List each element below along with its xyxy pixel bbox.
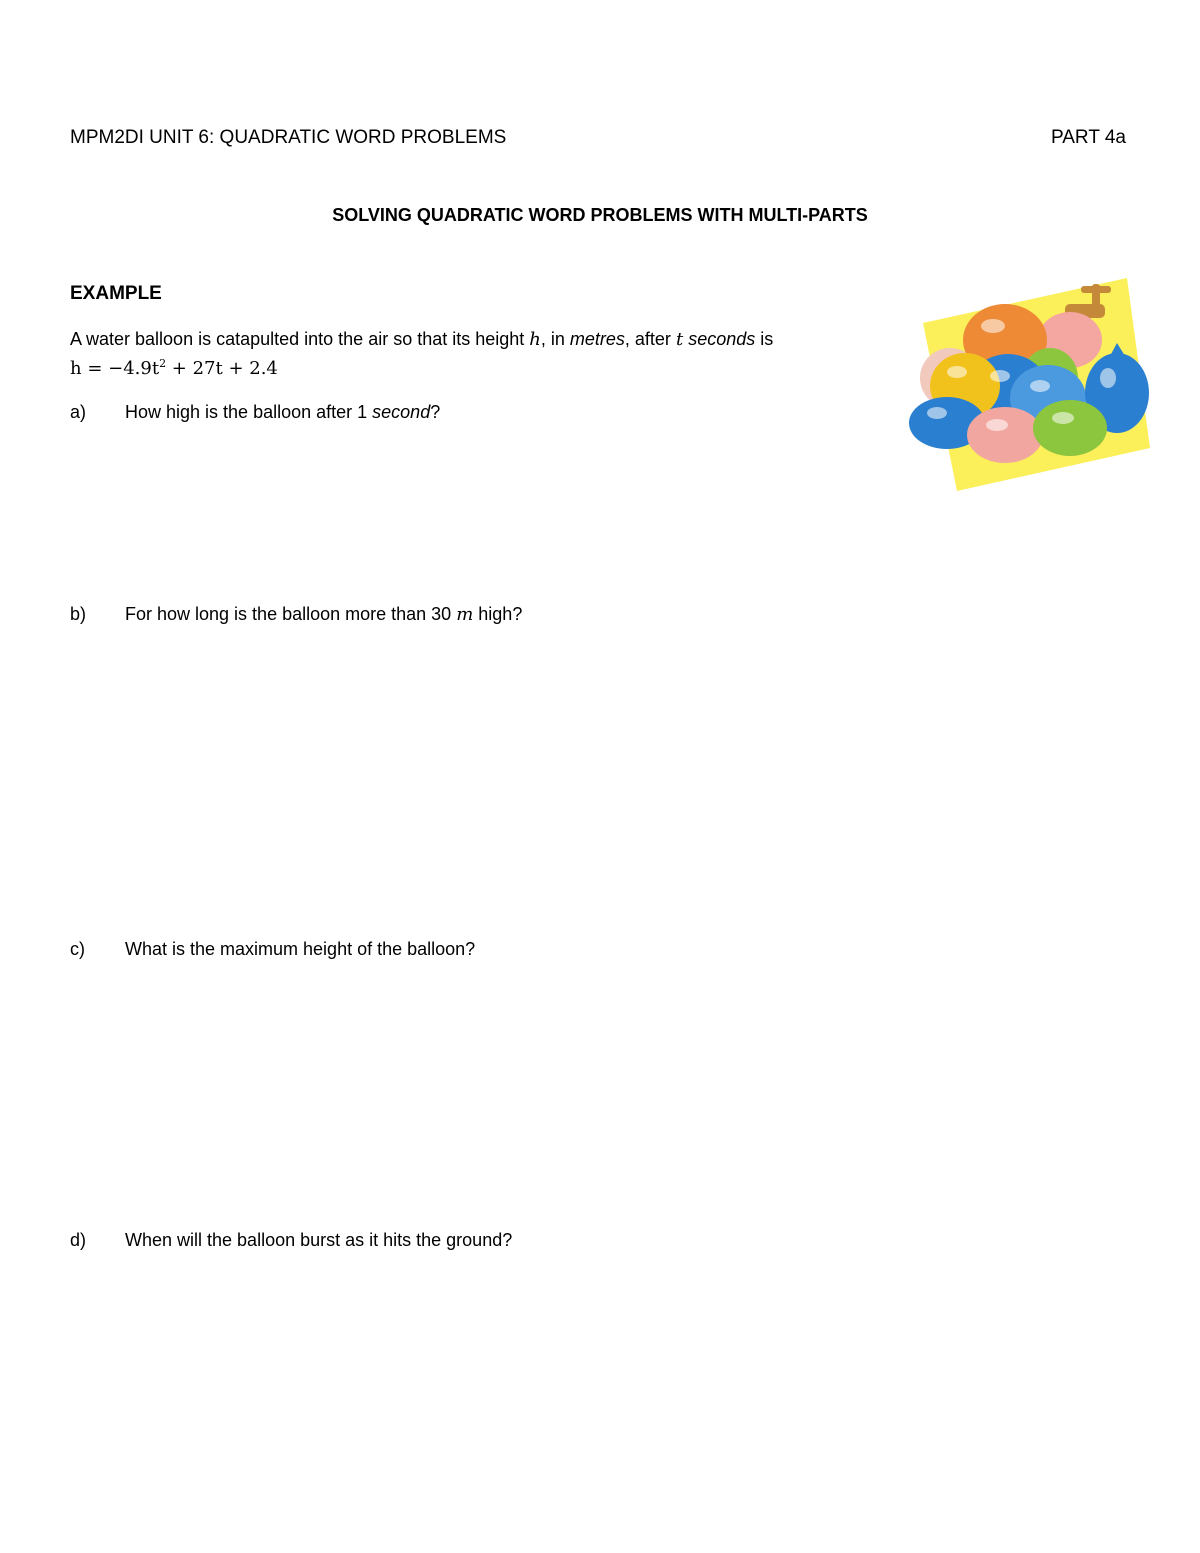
unit-m: m	[456, 604, 474, 625]
intro-text-3: , after	[624, 329, 676, 349]
question-text: For how long is the balloon more than 30 m high?	[125, 604, 523, 625]
question-label: d)	[70, 1230, 87, 1250]
unit-second: second	[372, 402, 431, 422]
intro-text-2: , in	[540, 329, 570, 349]
question-text: How high is the balloon after 1 second?	[125, 402, 441, 422]
intro-text-1: A water balloon is catapulted into the air so that its height	[70, 329, 530, 349]
variable-h: h	[529, 329, 541, 350]
formula-exponent: 2	[159, 357, 167, 370]
formula-lhs: h = −4.9t	[70, 358, 160, 379]
unit-seconds: seconds	[688, 329, 756, 349]
water-balloons-icon	[905, 278, 1155, 493]
question-label: c)	[70, 939, 85, 959]
header-unit-title: MPM2DI UNIT 6: QUADRATIC WORD PROBLEMS	[70, 127, 507, 148]
page-title: SOLVING QUADRATIC WORD PROBLEMS WITH MULTI-PARTS	[332, 205, 868, 225]
unit-metres: metres	[569, 329, 625, 349]
problem-statement	[70, 329, 773, 350]
formula-rhs: + 27t + 2.4	[166, 358, 278, 379]
intro-text-4: is	[755, 329, 774, 349]
height-formula	[70, 357, 278, 379]
variable-t: t	[675, 329, 684, 350]
question-text: When will the balloon burst as it hits the ground?	[125, 1230, 513, 1250]
header-part-label: PART 4a	[1051, 127, 1126, 148]
question-text: What is the maximum height of the balloon?	[125, 939, 476, 959]
example-heading: EXAMPLE	[70, 283, 162, 304]
question-label: b)	[70, 604, 87, 624]
question-label: a)	[70, 402, 87, 422]
